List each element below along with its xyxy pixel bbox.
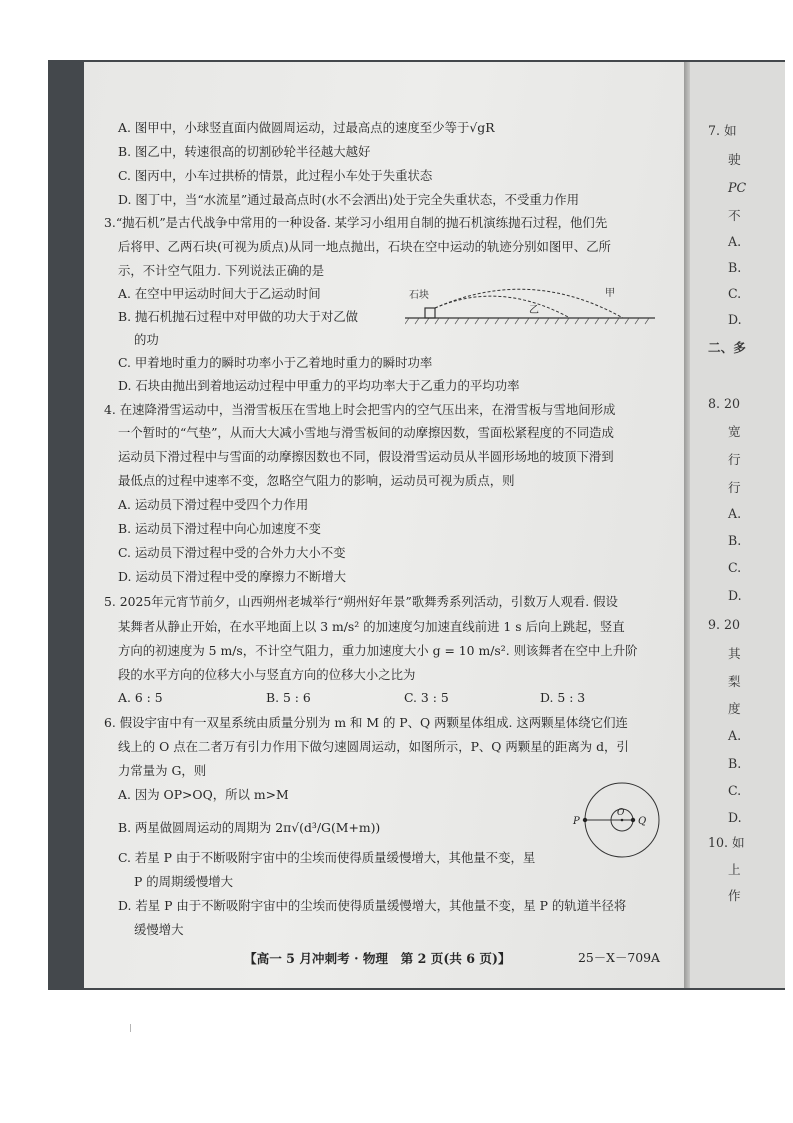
side-fragment: 10. 如 [708,835,745,850]
q5-option-a: A. 6 : 5 [118,690,163,705]
ground-hatching [405,318,649,324]
label-o: O [617,808,625,818]
side-fragment: B. [728,260,742,275]
scan-mark [130,1024,131,1032]
side-fragment: 行 [728,452,741,467]
trajectory-yi [435,296,570,318]
side-fragment: D. [728,312,742,327]
q3-trajectory-figure [405,282,657,328]
side-fragment: PC [728,180,747,195]
side-fragment: 9. 20 [708,617,741,632]
side-fragment: 度 [728,701,741,716]
side-fragment: C. [728,783,742,798]
side-fragment: A. [728,234,742,249]
side-fragment: 宽 [728,424,741,439]
q4-option-d: D. 运动员下滑过程中受的摩擦力不断增大 [118,569,347,584]
label-q: Q [638,816,647,827]
q2-option-c: C. 图丙中，小车过拱桥的情景，此过程小车处于失重状态 [118,168,433,183]
side-fragment: D. [728,588,742,603]
q4-stem-1: 4. 在速降滑雪运动中，当滑雪板压在雪地上时会把雪内的空气压出来，在滑雪板与雪地间形成 [104,402,616,417]
q4-stem-3: 运动员下滑过程中与雪面的动摩擦因数也不同，假设滑雪运动员从半圆形场地的坡顶下滑到 [118,449,614,464]
side-fragment: B. [728,533,742,548]
q3-stem-1: 3.“抛石机”是古代战争中常用的一种设备. 某学习小组用自制的抛石机演练抛石过程，他们先 [104,215,608,230]
side-fragment: 梨 [728,674,741,689]
q6-option-d-cont: 缓慢增大 [134,922,184,937]
side-fragment: 其 [728,646,741,661]
q3-stem-2: 后将甲、乙两石块(可视为质点)从同一地点抛出，石块在空中运动的轨迹分别如图甲、乙所 [118,239,611,254]
star-p [583,818,587,822]
star-q [631,818,635,822]
side-fragment: 作 [728,888,741,903]
q3-option-a: A. 在空中甲运动时间大于乙运动时间 [118,286,321,301]
q2-option-b: B. 图乙中，转速很高的切割砂轮半径越大越好 [118,144,371,159]
side-fragment: 不 [728,208,741,223]
q2-option-d: D. 图丁中，当“水流星”通过最高点时(水不会洒出)处于完全失重状态，不受重力作用 [118,192,579,207]
side-fragment: 行 [728,480,741,495]
label-p: P [573,816,580,827]
q5-stem-2: 某舞者从静止开始，在水平地面上以 3 m/s² 的加速度匀加速直线前进 1 s 后向上跳起，竖直 [118,619,625,634]
side-fragment: 上 [728,862,741,877]
exam-code: 25－X－709A [578,950,660,965]
q5-option-b: B. 5 : 6 [266,690,311,705]
q4-stem-4: 最低点的过程中速率不变，忽略空气阻力的影响，运动员可视为质点，则 [118,473,515,488]
side-fragment: A. [728,506,742,521]
q6-option-c: C. 若星 P 由于不断吸附宇宙中的尘埃而使得质量缓慢增大，其他量不变，星 [118,850,536,865]
q6-option-c-cont: P 的周期缓慢增大 [134,874,234,889]
q5-option-d: D. 5 : 3 [540,690,586,705]
q5-stem-4: 段的水平方向的位移大小与竖直方向的位移大小之比为 [118,667,416,682]
q6-option-a: A. 因为 OP>OQ，所以 m>M [118,787,289,802]
q3-stem-3: 示，不计空气阻力. 下列说法正确的是 [118,263,325,278]
q4-option-b: B. 运动员下滑过程中向心加速度不变 [118,521,321,536]
side-fragment: C. [728,286,742,301]
q6-binary-star-figure [568,776,664,868]
side-fragment: 7. 如 [708,123,737,138]
side-fragment: 驶 [728,152,741,167]
q5-stem-3: 方向的初速度为 5 m/s，不计空气阻力，重力加速度大小 g = 10 m/s². 则该舞者在空中上升阶 [118,643,638,658]
q6-stem-3: 力常量为 G，则 [118,763,207,778]
label-yi: 乙 [529,305,539,316]
side-fragment: 二、多 [708,340,746,355]
q5-stem-1: 5. 2025年元宵节前夕，山西朔州老城举行“朔州好年景”歌舞秀系列活动，引数万人观看. 假设 [104,594,618,609]
stone-block [425,308,435,318]
side-fragment: C. [728,560,742,575]
center-o [621,819,624,822]
q6-option-b: B. 两星做圆周运动的周期为 2π√(d³/G(M+m)) [118,820,381,835]
q3-option-b-cont: 的功 [134,332,159,347]
q4-stem-2: 一个暂时的“气垫”，从而大大减小雪地与滑雪板间的动摩擦因数，雪面松紧程度的不同造成 [118,425,614,440]
label-jia: 甲 [605,288,615,299]
side-fragment: A. [728,728,742,743]
q3-option-d: D. 石块由抛出到着地运动过程中甲重力的平均功率大于乙重力的平均功率 [118,378,520,393]
q6-option-d: D. 若星 P 由于不断吸附宇宙中的尘埃而使得质量缓慢增大，其他量不变，星 P 的轨道半径将 [118,898,627,913]
q5-option-c: C. 3 : 5 [404,690,449,705]
side-fragment: D. [728,810,742,825]
q4-option-c: C. 运动员下滑过程中受的合外力大小不变 [118,545,346,560]
q6-stem-2: 线上的 O 点在二者万有引力作用下做匀速圆周运动，如图所示，P、Q 两颗星的距离为 d，引 [118,739,629,754]
q3-option-c: C. 甲着地时重力的瞬时功率小于乙着地时重力的瞬时功率 [118,355,433,370]
q6-stem-1: 6. 假设宇宙中有一双星系统由质量分别为 m 和 M 的 P、Q 两颗星体组成. 这两颗星体绕它们连 [104,715,628,730]
q3-option-b: B. 抛石机抛石过程中对甲做的功大于对乙做 [118,309,359,324]
label-stone: 石块 [409,290,429,301]
q2-option-a: A. 图甲中，小球竖直面内做圆周运动，过最高点的速度至少等于√gR [118,120,495,135]
side-fragment: B. [728,756,742,771]
page-fold [684,62,690,988]
page-footer: 【高一 5 月冲刺考 · 物理 第 2 页(共 6 页)】 [244,951,511,966]
side-fragment: 8. 20 [708,396,741,411]
q4-option-a: A. 运动员下滑过程中受四个力作用 [118,497,309,512]
